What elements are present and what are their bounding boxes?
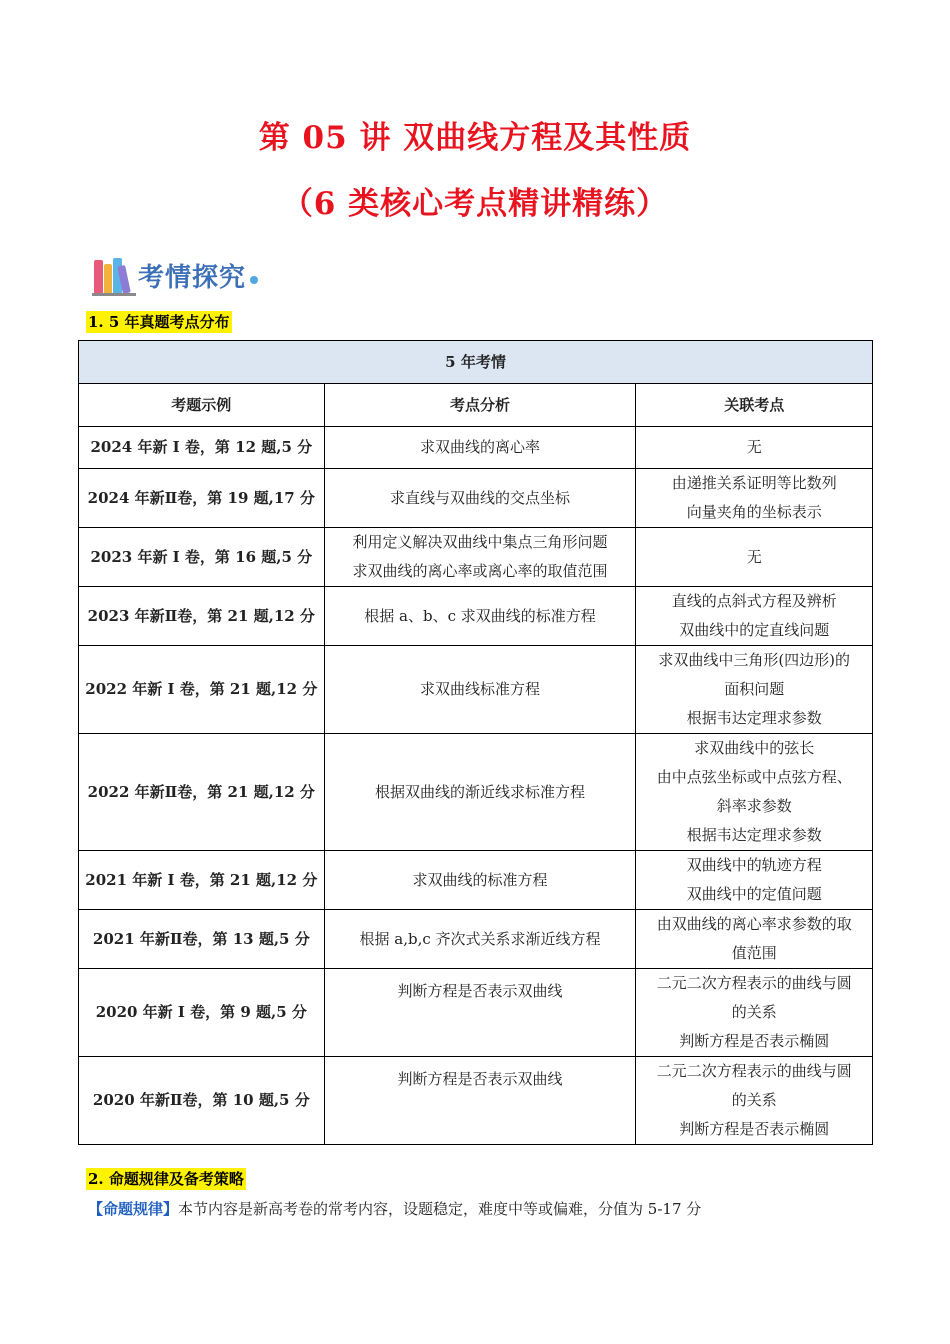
column-header: 考点分析	[324, 384, 636, 427]
analysis-cell: 判断方程是否表示双曲线	[324, 1057, 636, 1145]
analysis-cell: 根据 a,b,c 齐次式关系求渐近线方程	[324, 910, 636, 969]
table-row	[79, 646, 873, 734]
section-banner	[92, 254, 258, 296]
analysis-cell: 求双曲线的标准方程	[324, 851, 636, 910]
table-row	[79, 427, 873, 469]
exam-cell: 2021 年新 I 卷，第 21 题,12 分	[79, 851, 325, 910]
related-cell: 无	[636, 427, 873, 469]
exam-cell: 2020 年新 I 卷，第 9 题,5 分	[79, 969, 325, 1057]
analysis-cell: 判断方程是否表示双曲线	[324, 969, 636, 1057]
column-header: 关联考点	[636, 384, 873, 427]
table-row	[79, 469, 873, 528]
related-cell: 双曲线中的轨迹方程 双曲线中的定值问题	[636, 851, 873, 910]
exam-cell: 2023 年新 I 卷，第 16 题,5 分	[79, 528, 325, 587]
related-cell: 二元二次方程表示的曲线与圆 的关系 判断方程是否表示椭圆	[636, 969, 873, 1057]
rule-tag: 【命题规律】	[88, 1200, 179, 1218]
exam-cell: 2024 年新Ⅱ卷，第 19 题,17 分	[79, 469, 325, 528]
books-icon	[92, 256, 136, 294]
rule-paragraph	[88, 1198, 701, 1220]
table-row	[79, 969, 873, 1057]
analysis-cell: 求双曲线标准方程	[324, 646, 636, 734]
page-title: 第 05 讲 双曲线方程及其性质	[258, 120, 692, 156]
section-heading-2: 2. 命题规律及备考策略	[88, 1170, 244, 1188]
table-row	[79, 734, 873, 851]
related-cell: 直线的点斜式方程及辨析 双曲线中的定直线问题	[636, 587, 873, 646]
section-heading-1: 1. 5 年真题考点分布	[88, 313, 230, 331]
exam-table	[78, 340, 873, 1145]
table-row	[79, 528, 873, 587]
exam-cell: 2023 年新Ⅱ卷，第 21 题,12 分	[79, 587, 325, 646]
related-cell: 无	[636, 528, 873, 587]
table-row	[79, 1057, 873, 1145]
exam-cell: 2022 年新 I 卷，第 21 题,12 分	[79, 646, 325, 734]
related-cell: 由双曲线的离心率求参数的取 值范围	[636, 910, 873, 969]
table-caption: 5 年考情	[79, 341, 873, 384]
exam-cell: 2022 年新Ⅱ卷，第 21 题,12 分	[79, 734, 325, 851]
banner-label: 考情探究	[138, 262, 247, 293]
exam-cell: 2020 年新Ⅱ卷，第 10 题,5 分	[79, 1057, 325, 1145]
exam-cell: 2024 年新 I 卷，第 12 题,5 分	[79, 427, 325, 469]
related-cell: 求双曲线中三角形(四边形)的 面积问题 根据韦达定理求参数	[636, 646, 873, 734]
related-cell: 二元二次方程表示的曲线与圆 的关系 判断方程是否表示椭圆	[636, 1057, 873, 1145]
table-row	[79, 587, 873, 646]
table-row	[79, 851, 873, 910]
page-subtitle: （6 类核心考点精讲精练）	[281, 186, 669, 222]
analysis-cell: 求双曲线的离心率	[324, 427, 636, 469]
exam-cell: 2021 年新Ⅱ卷，第 13 题,5 分	[79, 910, 325, 969]
rule-text: 本节内容是新高考卷的常考内容，设题稳定，难度中等或偏难，分值为 5-17 分	[178, 1200, 702, 1218]
analysis-cell: 求直线与双曲线的交点坐标	[324, 469, 636, 528]
related-cell: 求双曲线中的弦长 由中点弦坐标或中点弦方程、 斜率求参数 根据韦达定理求参数	[636, 734, 873, 851]
analysis-cell: 根据 a、b、c 求双曲线的标准方程	[324, 587, 636, 646]
related-cell: 由递推关系证明等比数列 向量夹角的坐标表示	[636, 469, 873, 528]
table-row	[79, 910, 873, 969]
analysis-cell: 利用定义解决双曲线中集点三角形问题 求双曲线的离心率或离心率的取值范围	[324, 528, 636, 587]
column-header: 考题示例	[79, 384, 325, 427]
dot-icon	[250, 276, 258, 284]
analysis-cell: 根据双曲线的渐近线求标准方程	[324, 734, 636, 851]
